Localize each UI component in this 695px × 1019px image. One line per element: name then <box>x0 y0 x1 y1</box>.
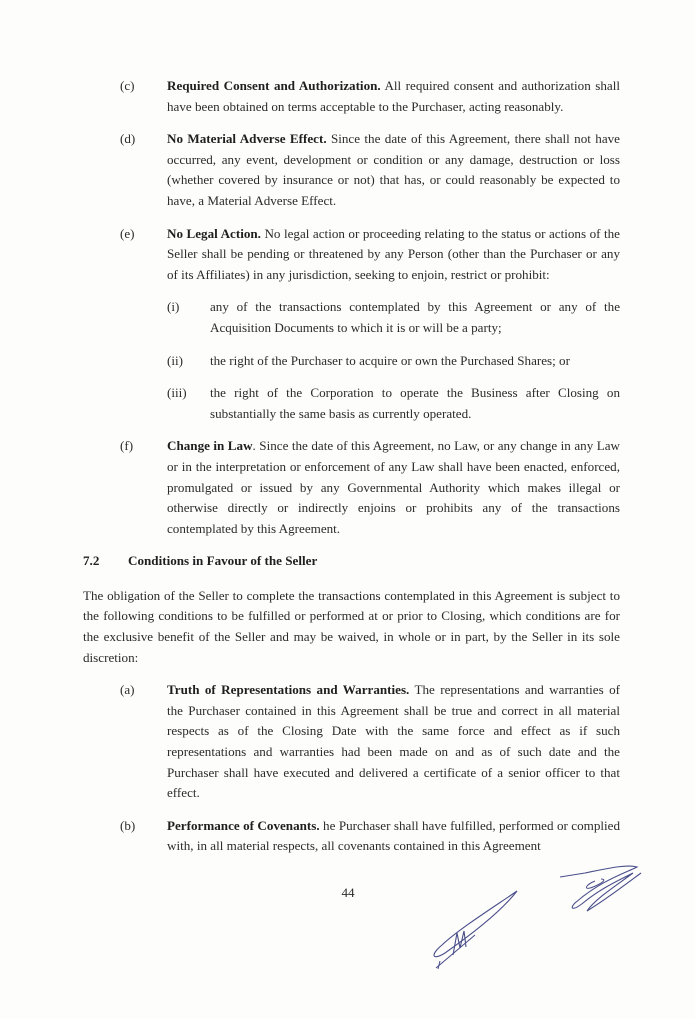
clause-marker: (c) <box>120 78 135 93</box>
clause-marker: (d) <box>120 131 136 147</box>
section-heading-7-2 <box>83 551 620 572</box>
subclause-text: the right of the Corporation to operate the Business after Closing on substantially the same basis as currently operated. <box>210 385 620 421</box>
clause-text: The representations and warranties of the Purchaser contained in this Agreement shall be true and correct in all material respects as of the Closing Date with the same force and effect as if such representations and warranties had been made on and as of such date and the Purchaser shall have executed and delivered a certificate of a senior officer to that effect. <box>167 682 620 801</box>
clause-body <box>167 436 620 539</box>
clause-marker: (f) <box>120 438 134 454</box>
clause-d <box>120 129 620 211</box>
clause-f <box>120 436 620 539</box>
subclause-marker: (ii) <box>167 352 183 368</box>
clause-title: Change in Law <box>167 438 253 454</box>
clause-body <box>167 816 620 857</box>
clause-text: Since the date of this Agreement, there shall not have occurred, any event, development or condition or any damage, destruction or loss (whether covered by insurance or not) that has, or could reasonably be expected to have, a Material Adverse Effect. <box>167 131 620 208</box>
clause-text: . Since the date of this Agreement, no Law, or any change in any Law or in the interpretation or enforcement of any Law shall have been enacted, enforced, promulgated or issued by any Governmental Authority which makes illegal or otherwise directly or indirectly enjoins or prohibits any of the transactions contemplated by this Agreement. <box>167 438 620 536</box>
subclause-ii <box>167 351 620 372</box>
subclause-text: the right of the Purchaser to acquire or own the Purchased Shares; or <box>210 352 570 368</box>
clause-text: he Purchaser shall have fulfilled, performed or complied with, in all material respects, all covenants contained in this Agreement <box>167 817 620 854</box>
clause-title: Performance of Covenants. <box>167 817 320 833</box>
subclause-marker: (iii) <box>167 385 187 401</box>
clause-b <box>120 816 620 857</box>
subclause-marker: (i) <box>167 299 180 315</box>
clause-body <box>167 129 620 211</box>
clause-title: Required Consent and Authorization. <box>167 78 381 93</box>
clause-a <box>120 680 620 804</box>
subclause-iii <box>167 383 620 424</box>
clause-title: No Legal Action. <box>167 225 261 241</box>
clause-text: All required consent and authorization shall have been obtained on terms acceptable to the Purchaser, acting reasonably. <box>167 78 620 114</box>
clause-marker: (a) <box>120 682 135 698</box>
signature-initials-2 <box>555 859 645 919</box>
subclause-i <box>167 297 620 338</box>
clause-title: Truth of Representations and Warranties. <box>167 682 410 698</box>
section-number: 7.2 <box>83 553 100 569</box>
subclause-text: any of the transactions contemplated by this Agreement or any of the Acquisition Documents to which it is or will be a party; <box>210 299 620 335</box>
clause-e <box>120 224 620 286</box>
clause-marker: (b) <box>120 817 136 833</box>
page-number: 44 <box>341 885 355 900</box>
clause-c <box>120 76 620 117</box>
clause-marker: (e) <box>120 225 135 241</box>
clause-title: No Material Adverse Effect. <box>167 131 327 147</box>
section-intro-paragraph: The obligation of the Seller to complete the transactions contemplated in this Agreement is subject to the following conditions to be fulfilled or performed at or prior to Closing, which conditions are for the exclusive benefit of the Seller and may be waived, in whole or in part, by the Seller in its sole discretion: <box>83 587 620 665</box>
signature-initials-1 <box>420 873 530 973</box>
clause-body <box>167 224 620 286</box>
page-footer <box>83 869 620 979</box>
clause-body <box>167 680 620 804</box>
clause-body <box>167 76 620 117</box>
section-title: Conditions in Favour of the Seller <box>128 553 318 569</box>
clause-text: No legal action or proceeding relating to the status or actions of the Seller shall be pending or threatened by any Person (other than the Purchaser or any of its Affiliates) in any jurisdiction, seeking to enjoin, restrict or prohibit: <box>167 225 620 282</box>
